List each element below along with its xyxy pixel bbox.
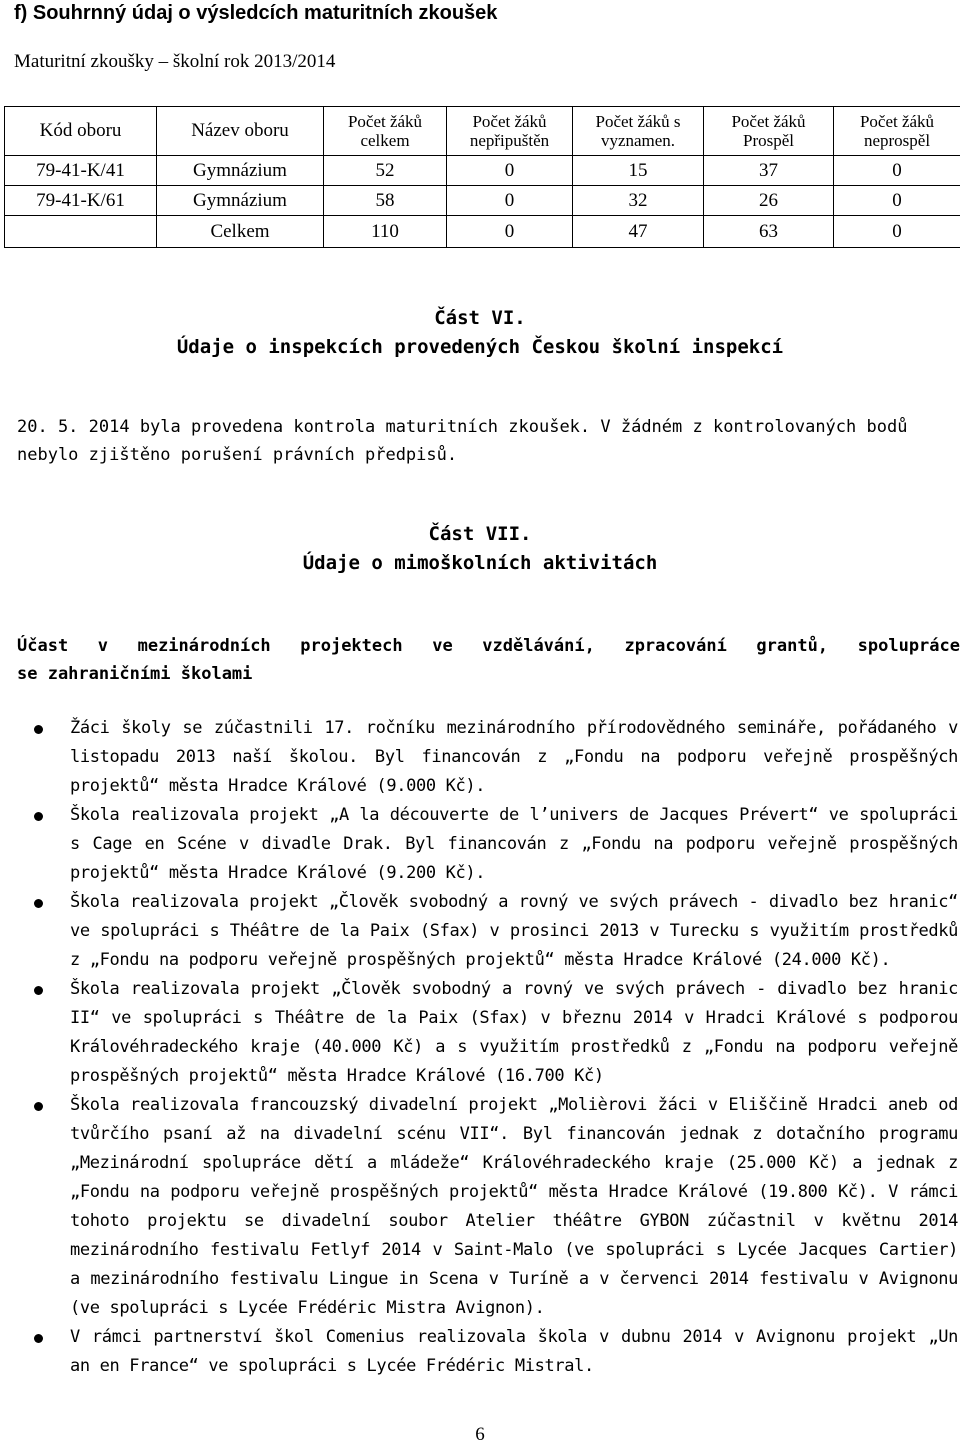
activity-list	[0, 714, 960, 1381]
header-cell: Počet žáků Prospěl	[704, 107, 834, 156]
table-cell: 32	[573, 186, 704, 216]
list-item: Škola realizovala projekt „A la découverte de l’univers de Jacques Prévert“ ve spolupráci s Cage en Scéne v divadle Drak. Byl financován z „Fondu na podporu veřejně prospěšných projektů“ města Hradce Králové (9.200 Kč).	[0, 801, 960, 888]
part6-paragraph: 20. 5. 2014 byla provedena kontrola maturitních zkoušek. V žádném z kontrolovaných bodů nebylo zjištěno porušení právních předpisů.	[17, 417, 908, 465]
table-cell: Celkem	[157, 216, 324, 248]
table-cell: 52	[324, 156, 447, 186]
table-cell: 63	[704, 216, 834, 248]
table-cell: 0	[447, 216, 573, 248]
table-cell	[5, 216, 157, 248]
table-cell: 79-41-K/41	[5, 156, 157, 186]
part7-heading-line1: Účast v mezinárodních projektech ve vzdělávání, zpracování grantů, spolupráce	[17, 636, 960, 656]
list-item: Žáci školy se zúčastnili 17. ročníku mezinárodního přírodovědného semináře, pořádaného v listopadu 2013 naší školou. Byl financován z „Fondu na podporu veřejně prospěšných projektů“ města Hradce Králové (9.000 Kč).	[0, 714, 960, 801]
header-cell: Název oboru	[157, 107, 324, 156]
table-cell: 58	[324, 186, 447, 216]
bullet-icon	[34, 986, 43, 995]
table-cell: 0	[834, 216, 960, 248]
table-row	[5, 156, 960, 186]
table-cell: 0	[834, 186, 960, 216]
header-cell: Počet žáků celkem	[324, 107, 447, 156]
header-cell: Počet žáků s vyznamen.	[573, 107, 704, 156]
table-cell: 37	[704, 156, 834, 186]
part6-subtitle: Údaje o inspekcích provedených Českou školní inspekcí	[176, 336, 784, 358]
part7-subtitle: Údaje o mimoškolních aktivitách	[302, 552, 658, 574]
table-cell: 110	[324, 216, 447, 248]
table-cell: Gymnázium	[157, 186, 324, 216]
table-cell: Gymnázium	[157, 156, 324, 186]
table-cell: 0	[447, 156, 573, 186]
part7-heading	[17, 632, 960, 688]
table-cell: 15	[573, 156, 704, 186]
bullet-icon	[34, 1334, 43, 1343]
table-cell: 79-41-K/61	[5, 186, 157, 216]
header-cell: Počet žáků nepřipuštěn	[447, 107, 573, 156]
part6-title: Část VI.	[434, 307, 526, 329]
page-number: 6	[475, 1424, 485, 1445]
bullet-icon	[34, 725, 43, 734]
list-item: V rámci partnerství škol Comenius realizovala škola v dubnu 2014 v Avignonu projekt „Un an en France“ ve spolupráci s Lycée Frédéric Mistral.	[0, 1323, 960, 1381]
bullet-icon	[34, 1102, 43, 1111]
table-cell: 26	[704, 186, 834, 216]
header-cell: Kód oboru	[5, 107, 157, 156]
part7-title: Část VII.	[428, 523, 532, 545]
bullet-icon	[34, 899, 43, 908]
table-total-row	[5, 216, 960, 248]
table-cell: 0	[447, 186, 573, 216]
part7-heading-line2: se zahraničními školami	[17, 664, 253, 684]
list-item: Škola realizovala projekt „Člověk svobodný a rovný ve svých právech - divadlo bez hranic II“ ve spolupráci s Théâtre de la Paix (Sfax) v březnu 2014 v Hradci Králové s podporou Královéhradeckého kraje (40.000 Kč) a s využitím prostředků z „Fondu na podporu veřejně prospěšných projektů“ města Hradce Králové (16.700 Kč)	[0, 975, 960, 1091]
list-item: Škola realizovala projekt „Člověk svobodný a rovný ve svých právech - divadlo bez hranic“ ve spolupráci s Théâtre de la Paix (Sfax) v prosinci 2013 v Turecku s využitím prostředků z „Fondu na podporu veřejně prospěšných projektů“ města Hradce Králové (24.000 Kč).	[0, 888, 960, 975]
table-row	[5, 186, 960, 216]
section-heading: f) Souhrnný údaj o výsledcích maturitních zkoušek	[14, 2, 498, 24]
results-table	[4, 106, 960, 248]
table-cell: 47	[573, 216, 704, 248]
exam-year-subtitle: Maturitní zkoušky – školní rok 2013/2014	[14, 51, 336, 72]
bullet-icon	[34, 812, 43, 821]
table-cell: 0	[834, 156, 960, 186]
header-cell: Počet žáků neprospěl	[834, 107, 960, 156]
table-header-row	[5, 107, 960, 156]
list-item: Škola realizovala francouzský divadelní projekt „Molièrovi žáci v Eliščině Hradci aneb od tvůrčího psaní až na divadelní scénu VII“. Byl financován jednak z dotačního programu „Mezinárodní spolupráce dětí a mládeže“ Královéhradeckého kraje (25.000 Kč) a jednak z „Fondu na podporu veřejně prospěšných projektů“ města Hradce Králové (19.800 Kč). V rámci tohoto projektu se divadelní soubor Atelier théâtre GYBON zúčastnil v květnu 2014 mezinárodního festivalu Fetlyf 2014 v Saint-Malo (ve spolupráci s Lycée Jacques Cartier) a mezinárodního festivalu Lingue in Scena v Turíně a v červenci 2014 festivalu v Avignonu (ve spolupráci s Lycée Frédéric Mistra Avignon).	[0, 1091, 960, 1323]
